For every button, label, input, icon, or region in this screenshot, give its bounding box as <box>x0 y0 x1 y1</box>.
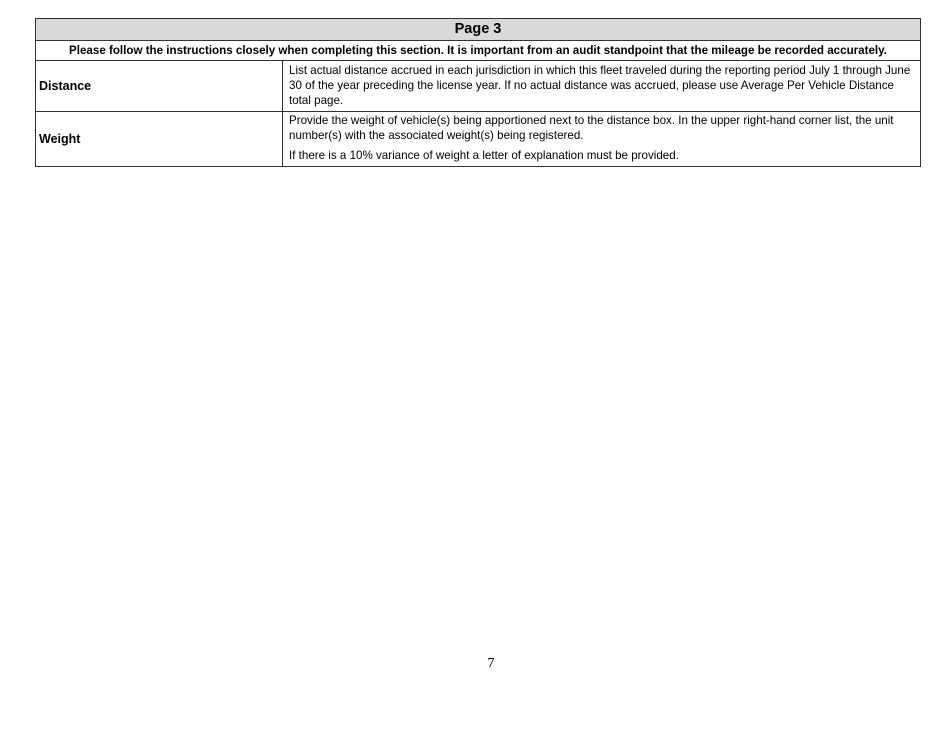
page-title: Page 3 <box>36 19 921 41</box>
page-number: 7 <box>487 656 495 671</box>
table-row-distance <box>36 61 921 112</box>
instructions-text: Please follow the instructions closely when completing this section. It is important from an audit standpoint that the mileage be recorded accurately. <box>36 41 921 61</box>
distance-paragraph: List actual distance accrued in each jurisdiction in which this fleet traveled during the reporting period July 1 through June 30 of the year preceding the license year. If no actual distance was accrued, please use Average Per Vehicle Distance total page. <box>289 63 911 107</box>
instructions-row <box>36 41 921 61</box>
distance-description <box>283 61 921 112</box>
table-row-weight <box>36 112 921 167</box>
instructions-table <box>35 18 921 167</box>
title-row <box>36 19 921 41</box>
distance-label: Distance <box>36 61 283 112</box>
weight-description <box>283 112 921 167</box>
weight-label: Weight <box>36 112 283 167</box>
weight-variance-note: If there is a 10% variance of weight a letter of explanation must be provided. <box>289 149 679 162</box>
weight-paragraph: Provide the weight of vehicle(s) being apportioned next to the distance box. In the upper right-hand corner list, the unit number(s) with the associated weight(s) being registered. <box>289 114 894 142</box>
